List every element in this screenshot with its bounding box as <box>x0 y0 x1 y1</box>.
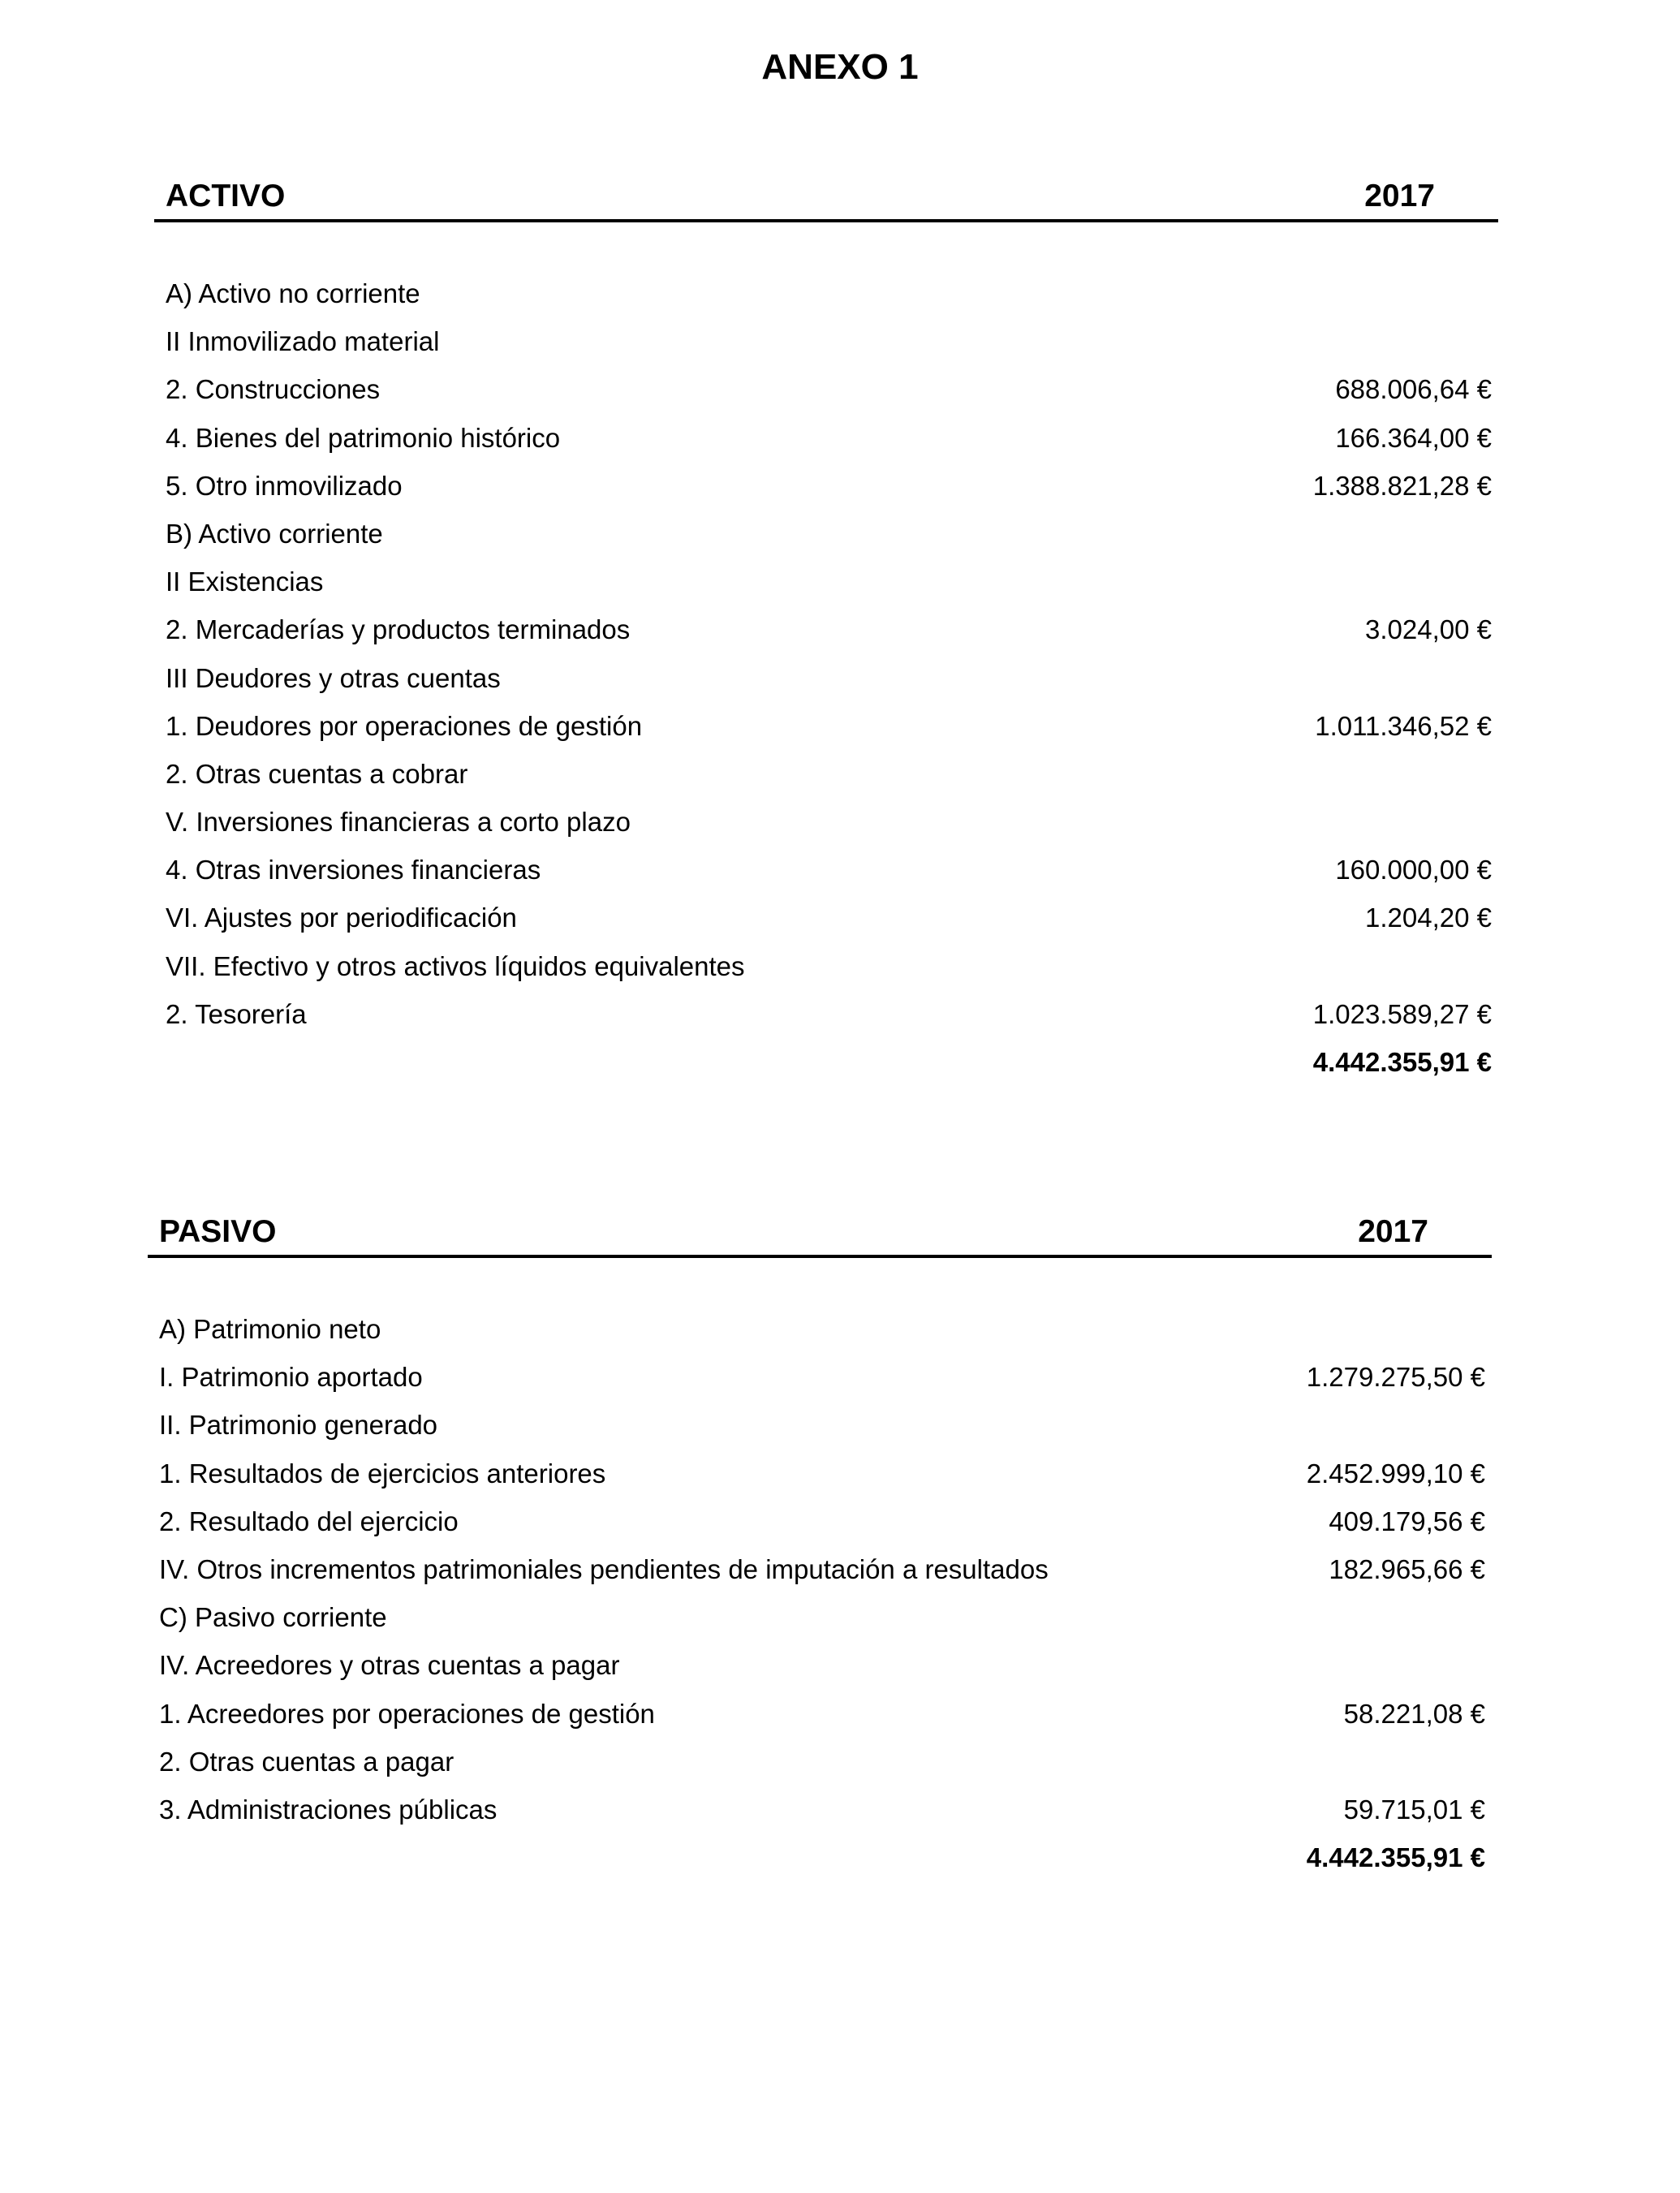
table-row <box>148 1545 1492 1593</box>
activo-header <box>154 172 1498 222</box>
row-label: I. Patrimonio aportado <box>159 1362 423 1393</box>
row-label: 2. Tesorería <box>166 998 307 1029</box>
table-row <box>148 1401 1492 1449</box>
row-label: V. Inversiones financieras a corto plazo <box>166 807 631 838</box>
pasivo-section <box>148 1208 1492 1881</box>
activo-rows <box>154 269 1498 1086</box>
row-label: IV. Otros incrementos patrimoniales pendientes de imputación a resultados <box>159 1553 1049 1584</box>
row-label: B) Activo corriente <box>166 518 383 549</box>
table-row <box>148 1593 1492 1641</box>
row-value: 1.023.589,27 € <box>1312 998 1492 1029</box>
row-value: 2.452.999,10 € <box>1306 1458 1485 1489</box>
row-label: 1. Acreedores por operaciones de gestión <box>159 1698 655 1729</box>
row-value: 409.179,56 € <box>1329 1506 1485 1536</box>
activo-section <box>154 172 1498 1086</box>
row-label: C) Pasivo corriente <box>159 1602 387 1633</box>
row-label: A) Patrimonio neto <box>159 1314 381 1344</box>
row-label: II Inmovilizado material <box>166 326 440 357</box>
row-value: 166.364,00 € <box>1335 422 1492 453</box>
table-row <box>148 1497 1492 1545</box>
pasivo-rows <box>148 1305 1492 1881</box>
row-value: 3.024,00 € <box>1365 614 1492 645</box>
table-row <box>154 510 1498 558</box>
table-row <box>154 702 1498 750</box>
row-label: VI. Ajustes por periodificación <box>166 903 517 933</box>
row-label: VII. Efectivo y otros activos líquidos equivalentes <box>166 950 745 981</box>
row-value: 1.279.275,50 € <box>1306 1362 1485 1393</box>
row-label: 5. Otro inmovilizado <box>166 470 403 501</box>
table-row <box>148 1305 1492 1353</box>
row-value: 59.715,01 € <box>1343 1794 1485 1825</box>
table-row <box>148 1738 1492 1786</box>
table-row <box>154 798 1498 846</box>
table-row <box>154 558 1498 605</box>
row-label: 2. Construcciones <box>166 374 381 405</box>
row-value: 58.221,08 € <box>1343 1698 1485 1729</box>
table-row <box>154 846 1498 894</box>
table-row <box>154 894 1498 941</box>
row-label: 2. Mercaderías y productos terminados <box>166 614 631 645</box>
row-value: 688.006,64 € <box>1335 374 1492 405</box>
row-value: 1.204,20 € <box>1365 903 1492 933</box>
table-row <box>154 414 1498 462</box>
row-label: 3. Administraciones públicas <box>159 1794 498 1825</box>
row-label: A) Activo no corriente <box>166 278 420 308</box>
row-label: III Deudores y otras cuentas <box>166 662 501 693</box>
table-row <box>148 1450 1492 1497</box>
row-label: II. Patrimonio generado <box>159 1410 438 1441</box>
pasivo-heading: PASIVO <box>159 1214 277 1249</box>
table-row <box>154 990 1498 1038</box>
row-value: 182.965,66 € <box>1329 1553 1485 1584</box>
row-label: 1. Deudores por operaciones de gestión <box>166 710 643 741</box>
table-row <box>154 365 1498 413</box>
pasivo-year: 2017 <box>1358 1214 1428 1249</box>
pasivo-header <box>148 1208 1492 1258</box>
row-label: 2. Otras cuentas a pagar <box>159 1746 454 1777</box>
total-row <box>148 1833 1492 1881</box>
total-value: 4.442.355,91 € <box>1312 1047 1492 1077</box>
activo-year: 2017 <box>1364 179 1435 213</box>
row-value: 160.000,00 € <box>1335 855 1492 885</box>
row-label: 1. Resultados de ejercicios anteriores <box>159 1458 606 1489</box>
total-row <box>154 1038 1498 1086</box>
table-row <box>148 1353 1492 1401</box>
row-value: 1.388.821,28 € <box>1312 470 1492 501</box>
table-row <box>148 1690 1492 1738</box>
table-row <box>154 269 1498 317</box>
row-label: IV. Acreedores y otras cuentas a pagar <box>159 1650 620 1681</box>
table-row <box>148 1786 1492 1833</box>
row-label: 4. Bienes del patrimonio histórico <box>166 422 561 453</box>
table-row <box>154 605 1498 653</box>
row-label: 4. Otras inversiones financieras <box>166 855 541 885</box>
row-label: 2. Resultado del ejercicio <box>159 1506 459 1536</box>
table-row <box>154 462 1498 510</box>
table-row <box>148 1641 1492 1689</box>
row-label: II Existencias <box>166 567 324 597</box>
table-row <box>154 654 1498 702</box>
page-title: ANEXO 1 <box>761 47 919 87</box>
row-label: 2. Otras cuentas a cobrar <box>166 758 468 789</box>
table-row <box>154 942 1498 990</box>
table-row <box>154 317 1498 365</box>
table-row <box>154 750 1498 798</box>
activo-heading: ACTIVO <box>166 179 286 213</box>
total-value: 4.442.355,91 € <box>1306 1842 1485 1873</box>
row-value: 1.011.346,52 € <box>1315 710 1492 741</box>
